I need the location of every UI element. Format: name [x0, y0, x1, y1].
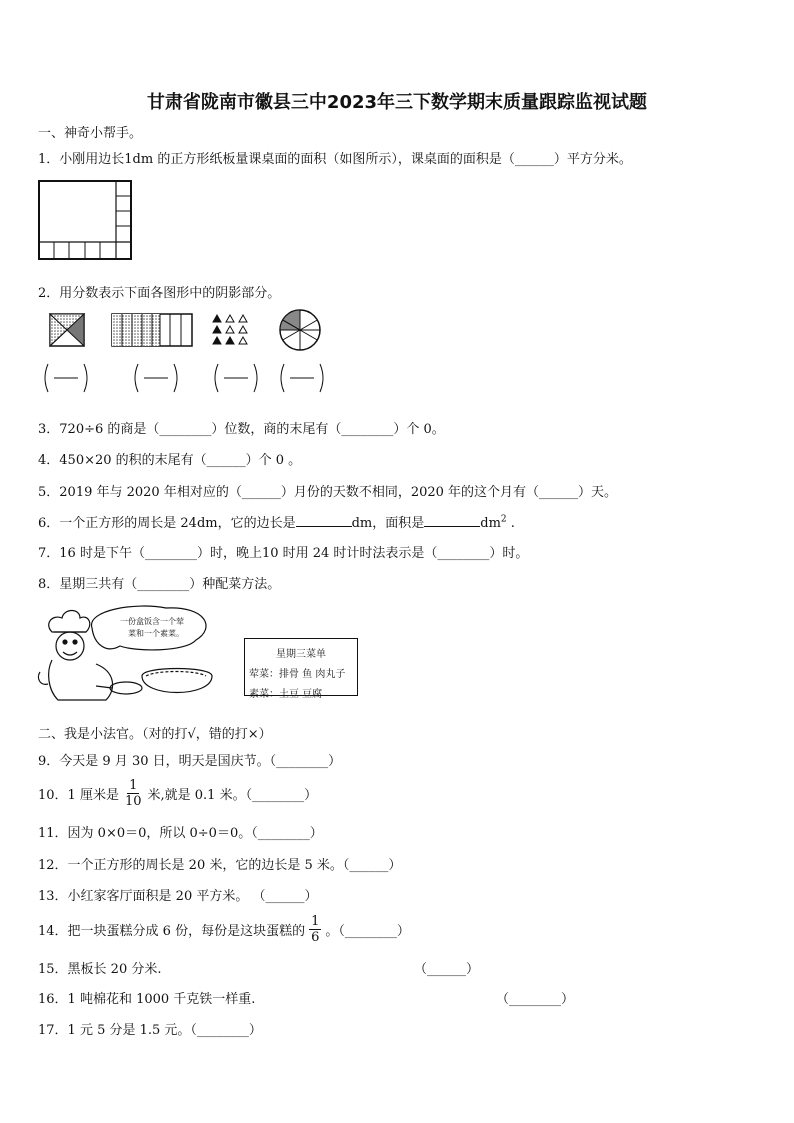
question-8: 8．星期三共有（________）种配菜方法。	[38, 577, 281, 592]
q10-numerator: 1	[129, 777, 138, 793]
question-7: 7．16 时是下午（________）时，晚上10 时用 24 时计时法表示是（________）时。	[38, 546, 529, 561]
q14-denominator: 6	[311, 929, 320, 945]
question-11: 11．因为 0×0＝0，所以 0÷0＝0。（________）	[38, 826, 323, 841]
section-heading-1: 一、神奇小帮手。	[38, 126, 143, 141]
shaded-strips-figure	[110, 312, 196, 348]
q14-text-end: 。（________）	[325, 923, 410, 939]
question-14	[38, 912, 410, 946]
section-heading-2: 二、我是小法官。（对的打√，错的打×）	[38, 727, 272, 742]
question-1: 1．小刚用边长1dm 的正方形纸板量课桌面的面积（如图所示），课桌面的面积是（______）平方分米。	[38, 152, 632, 167]
desk-measure-figure	[38, 180, 132, 260]
q14-text-start: 14．把一块蛋糕分成 6 份，每份是这块蛋糕的	[38, 923, 306, 939]
question-16-answer[interactable]: （________）	[496, 992, 575, 1007]
q6-unit-exponent: 2	[500, 514, 507, 525]
menu-veg-row: 素菜：土豆 豆腐	[249, 689, 323, 700]
q6-text-start: 6．一个正方形的周长是 24dm，它的边长是	[38, 516, 296, 531]
q14-fraction	[309, 914, 321, 945]
pie-circle-figure	[278, 308, 322, 352]
shaded-square-figure	[48, 312, 88, 348]
q10-text-start: 10．1 厘米是	[38, 787, 119, 803]
bubble-line-2: 菜和一个素菜。	[128, 629, 184, 638]
question-6	[38, 512, 515, 531]
page-title: 甘肃省陇南市徽县三中2023年三下数学期末质量跟踪监视试题	[146, 92, 648, 113]
q6-text-end: .	[506, 516, 515, 531]
triangles-figure	[212, 312, 256, 346]
q14-numerator: 1	[311, 913, 320, 929]
q10-denominator: 10	[124, 793, 142, 809]
chef-illustration	[36, 602, 218, 706]
q6-blank-side[interactable]	[296, 526, 352, 527]
menu-meat-row: 荤菜：排骨 鱼 肉丸子	[249, 669, 346, 680]
q10-fraction	[123, 778, 144, 809]
menu-card	[244, 638, 358, 700]
question-13: 13．小红家客厅面积是 20 平方米。 （______）	[38, 889, 318, 904]
q6-blank-area[interactable]	[424, 526, 480, 527]
question-3: 3．720÷6 的商是（________）位数，商的末尾有（________）个 0。	[38, 422, 445, 437]
question-17: 17．1 元 5 分是 1.5 元。（________）	[38, 1023, 262, 1038]
q6-text-mid: dm，面积是	[351, 516, 425, 531]
menu-title: 星期三菜单	[276, 649, 326, 660]
question-2: 2．用分数表示下面各图形中的阴影部分。	[38, 286, 281, 301]
question-9: 9．今天是 9 月 30 日，明天是国庆节。（________）	[38, 754, 342, 769]
question-4: 4．450×20 的积的末尾有（______）个 0 。	[38, 453, 302, 468]
question-12: 12．一个正方形的周长是 20 米，它的边长是 5 米。（______）	[38, 858, 402, 873]
question-15-answer[interactable]: （______）	[414, 962, 480, 977]
question-5: 5．2019 年与 2020 年相对应的（______）月份的天数不相同，2020 年的这个月有（______）天。	[38, 485, 618, 500]
q6-unit: dm	[480, 516, 501, 531]
bubble-line-1: 一份盒饭含一个荤	[120, 617, 184, 626]
q10-text-end: 米,就是 0.1 米。（________）	[147, 787, 318, 803]
question-15: 15．黑板长 20 分米.	[38, 962, 162, 977]
question-10	[38, 776, 317, 810]
question-16: 16．1 吨棉花和 1000 千克铁一样重.	[38, 992, 256, 1007]
fraction-answer-blanks[interactable]	[40, 360, 330, 396]
